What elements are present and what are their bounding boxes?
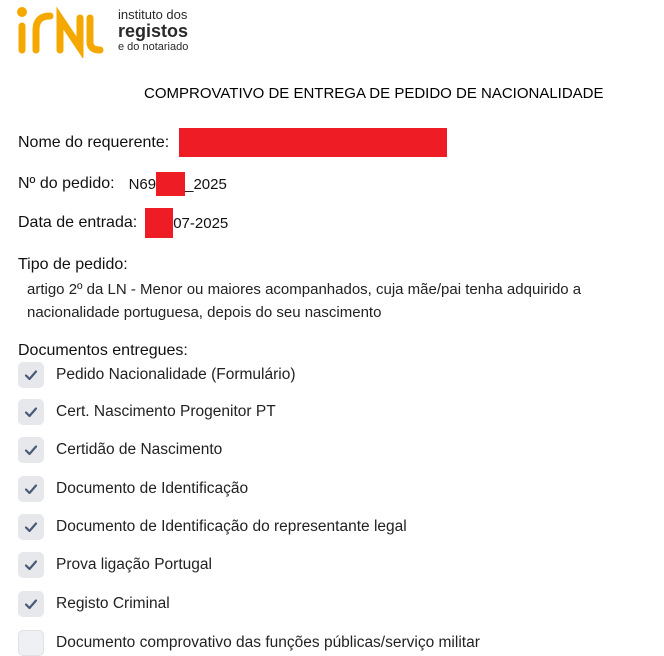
document-item <box>18 476 248 502</box>
document-label: Pedido Nacionalidade (Formulário) <box>56 366 296 383</box>
entry-date-label: Data de entrada: <box>18 214 138 231</box>
documents-label: Documentos entregues: <box>18 342 188 359</box>
requester-label: Nome do requerente: <box>18 133 170 151</box>
document-checkbox[interactable] <box>18 552 44 578</box>
irn-logo-mark <box>14 2 114 58</box>
document-label: Documento de Identificação <box>56 480 249 497</box>
checkmark-icon <box>23 367 39 383</box>
requester-field <box>18 128 447 157</box>
document-label: Cert. Nascimento Progenitor PT <box>56 403 276 420</box>
irn-logo <box>14 2 204 58</box>
document-checkbox[interactable] <box>18 591 44 617</box>
request-type-description: artigo 2º da LN - Menor ou maiores acompanhados, cuja mãe/pai tenha adquirido a nacionalidade portuguesa, depois do seu nascimento <box>27 281 582 321</box>
document-label: Documento comprovativo das funções públicas/serviço militar <box>56 634 480 651</box>
document-item <box>18 591 170 617</box>
document-checkbox[interactable] <box>18 476 44 502</box>
page-title: COMPROVATIVO DE ENTREGA DE PEDIDO DE NACIONALIDADE <box>144 85 604 102</box>
checkmark-icon <box>23 404 39 420</box>
document-item <box>18 362 296 388</box>
document-checkbox[interactable] <box>18 514 44 540</box>
checkmark-icon <box>23 481 39 497</box>
request-number-field <box>18 172 227 196</box>
document-item <box>18 552 212 578</box>
document-label: Documento de Identificação do representante legal <box>56 518 407 535</box>
request-number-suffix: _2025 <box>185 175 227 193</box>
request-number-redaction <box>156 172 185 196</box>
logo-line-3: e do notariado <box>118 41 189 53</box>
entry-date-suffix: 07-2025 <box>173 214 229 232</box>
document-item <box>18 399 276 425</box>
checkmark-icon <box>23 519 39 535</box>
logo-line-2: registos <box>118 21 189 41</box>
request-number-prefix: N69 <box>128 175 157 193</box>
document-checkbox[interactable] <box>18 362 44 388</box>
entry-date-redaction <box>145 208 173 238</box>
checkmark-icon <box>23 557 39 573</box>
document-item <box>18 630 480 656</box>
entry-date-field <box>18 208 228 238</box>
document-item <box>18 514 407 540</box>
logo-line-1: instituto dos <box>118 7 188 22</box>
document-checkbox[interactable] <box>18 399 44 425</box>
checkmark-icon <box>23 596 39 612</box>
document-label: Prova ligação Portugal <box>56 556 212 573</box>
document-label: Certidão de Nascimento <box>56 441 223 458</box>
document-checkbox[interactable] <box>18 437 44 463</box>
requester-redaction <box>179 128 447 157</box>
document-checkbox[interactable] <box>18 630 44 656</box>
checkmark-icon <box>23 442 39 458</box>
request-number-label: Nº do pedido: <box>18 175 115 192</box>
logo-text <box>118 8 188 54</box>
document-item <box>18 437 222 463</box>
document-label: Registo Criminal <box>56 595 170 612</box>
request-type-label: Tipo de pedido: <box>18 256 128 273</box>
